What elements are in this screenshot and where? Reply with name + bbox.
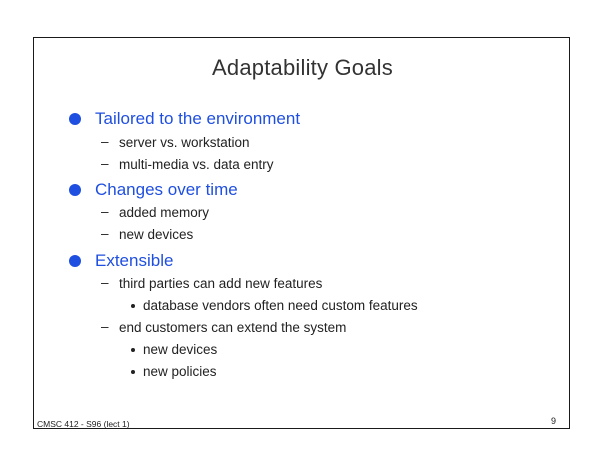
page-number: 9 (551, 416, 557, 426)
sub-item-multimedia: multi-media vs. data entry (119, 157, 274, 172)
bullet-dot-icon (69, 255, 81, 267)
sub-item-end-customers: end customers can extend the system (119, 320, 347, 335)
slide-frame (33, 37, 570, 429)
dash-icon: – (101, 275, 109, 290)
bullet-heading-extensible: Extensible (95, 251, 174, 270)
dash-icon: – (101, 204, 109, 219)
bullet-dot-icon (69, 184, 81, 196)
bullet-heading-changes: Changes over time (95, 180, 238, 199)
bullet-heading-tailored: Tailored to the environment (95, 109, 301, 128)
sub-sub-item-database: database vendors often need custom features (143, 298, 418, 313)
dash-icon: – (101, 226, 109, 241)
sub-item-third-parties: third parties can add new features (119, 276, 323, 291)
bullet-dot-icon (69, 113, 81, 125)
sub-sub-item-new-policies: new policies (143, 364, 217, 379)
sub-sub-item-new-devices: new devices (143, 342, 218, 357)
slide-footer: CMSC 412 - S96 (lect 1) (37, 419, 130, 429)
slide-title: Adaptability Goals (212, 55, 393, 80)
sub-item-server: server vs. workstation (119, 135, 250, 150)
dash-icon: – (101, 134, 109, 149)
dash-icon: – (101, 319, 109, 334)
small-bullet-icon (131, 304, 135, 308)
sub-item-devices: new devices (119, 227, 194, 242)
small-bullet-icon (131, 348, 135, 352)
dash-icon: – (101, 156, 109, 171)
small-bullet-icon (131, 370, 135, 374)
sub-item-memory: added memory (119, 205, 210, 220)
